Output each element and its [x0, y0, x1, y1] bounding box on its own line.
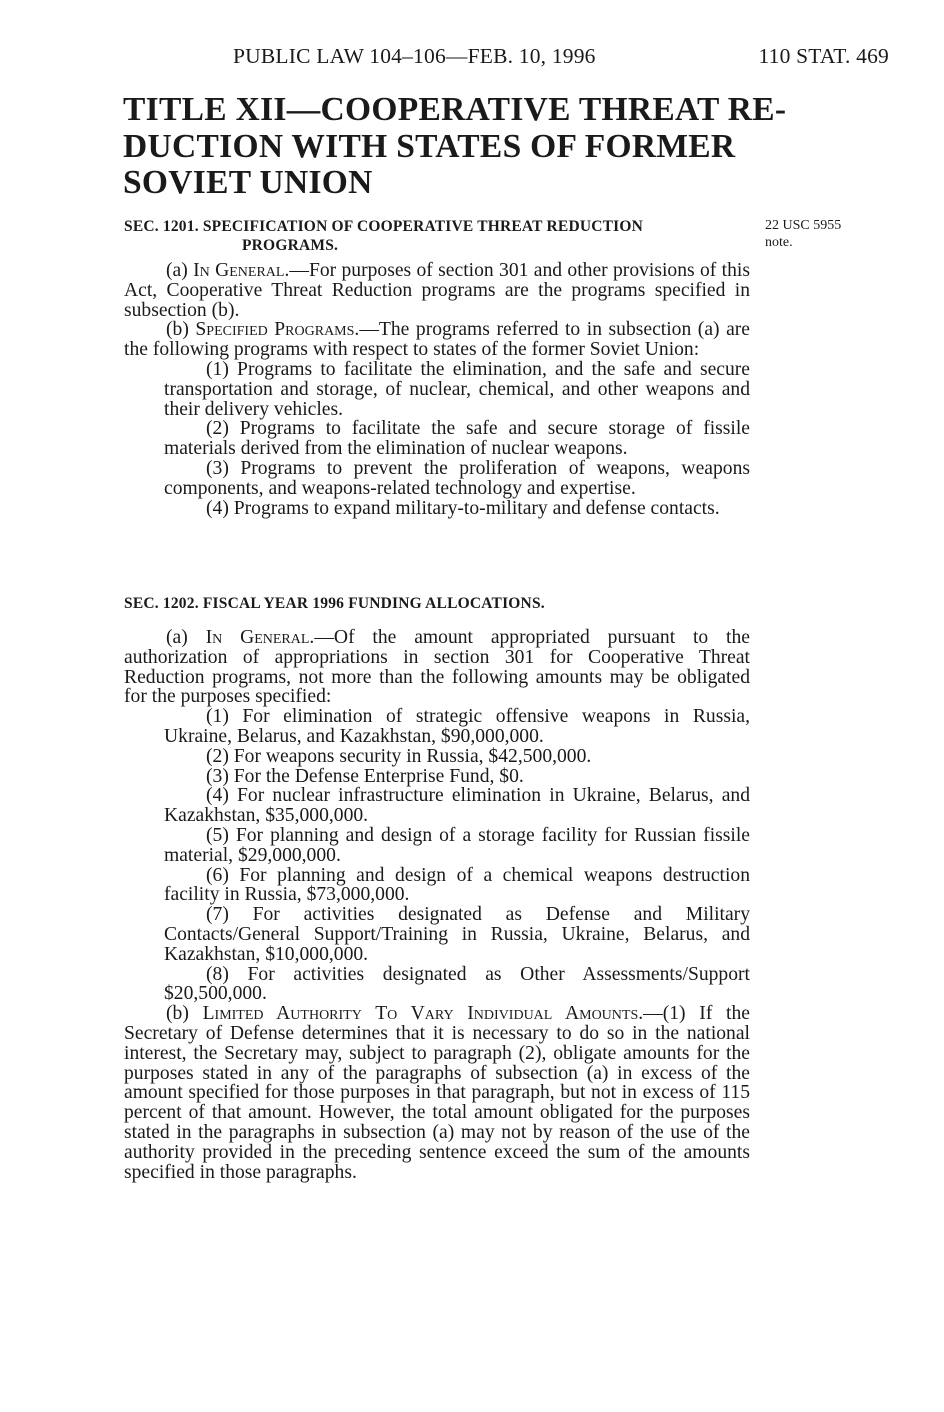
- section-heading-line: PROGRAMS.: [242, 237, 339, 254]
- subsection-caption: Limited Authority To Vary Individual Amounts.: [202, 1003, 644, 1025]
- title-line: SOVIET UNION: [123, 164, 373, 201]
- subsection-text: —For purposes of section 301 and other provisions of this Act, Cooperative Threat Reduction programs are the programs specified in subsection (b).: [124, 260, 750, 321]
- list-item: (2) Programs to facilitate the safe and secure storage of fissile materials derived from the elimination of nuclear weapons.: [164, 418, 750, 460]
- list-item: (5) For planning and design of a storage facility for Russian fissile material, $29,000,000.: [164, 824, 750, 866]
- subsection-a: [124, 261, 750, 320]
- list-item: (4) Programs to expand military-to-military and defense contacts.: [206, 497, 720, 519]
- list-item: (3) Programs to prevent the proliferation of weapons, weapons components, and weapons-related technology and expertise.: [164, 457, 750, 499]
- list-item: (2) For weapons security in Russia, $42,500,000.: [206, 745, 592, 767]
- subsection-caption: In General.: [193, 260, 290, 281]
- title-line: TITLE XII—COOPERATIVE THREAT RE-: [123, 91, 787, 128]
- subsection-text: —Of the amount appropriated pursuant to the authorization of appropriations in section 301 for Cooperative Threat Reduction programs, not more than the following amounts may be obligated for the purposes specified:: [124, 627, 750, 708]
- subsection-text: —The programs referred to in subsection (a) are the following programs with respect to states of the former Soviet Union:: [124, 319, 750, 361]
- subsection-b: [124, 320, 750, 360]
- subsection-caption: In General.: [205, 627, 315, 648]
- list-item: (6) For planning and design of a chemical weapons destruction facility in Russia, $73,000,000.: [164, 864, 750, 906]
- running-head: [233, 44, 889, 70]
- subsection-label: (a): [166, 260, 194, 281]
- title-heading: [123, 91, 787, 202]
- section-heading-line: SEC. 1201. SPECIFICATION OF COOPERATIVE THREAT REDUCTION: [124, 218, 644, 235]
- subsection-text: —(1) If the Secretary of Defense determines that it is necessary to do so in the national interest, the Secretary may, subject to paragraph (2), obligate amounts for the purposes stated in any of the paragraphs of subsection (a) in excess of the amount specified for those purposes in that paragraph, but not in excess of 115 percent of that amount. However, the total amount obligated for the purposes stated in the paragraphs in subsection (a) may not by reason of the use of the authority provided in the preceding sentence exceed the sum of the amounts specified in those paragraphs.: [124, 1003, 750, 1183]
- subsection-b: [124, 1004, 750, 1182]
- section-heading: SEC. 1202. FISCAL YEAR 1996 FUNDING ALLOCATIONS.: [124, 595, 545, 612]
- subsection-label: (b): [166, 319, 196, 341]
- subsection-caption: Specified Programs.: [195, 319, 360, 341]
- list-item: (3) For the Defense Enterprise Fund, $0.: [206, 765, 524, 787]
- title-line: DUCTION WITH STATES OF FORMER: [123, 127, 736, 165]
- section-1201: [124, 217, 750, 518]
- section-1202: [124, 594, 750, 1182]
- list-item: (4) For nuclear infrastructure elimination in Ukraine, Belarus, and Kazakhstan, $35,000,000.: [164, 785, 750, 827]
- list-item: (7) For activities designated as Defense and Military Contacts/General Support/Training in Russia, Ukraine, Belarus, and Kazakhstan, $10,000,000.: [164, 904, 750, 965]
- margin-note-line: note.: [765, 235, 793, 250]
- list-item: (1) For elimination of strategic offensive weapons in Russia, Ukraine, Belarus, and Kazakhstan, $90,000,000.: [164, 706, 750, 747]
- list-item: (8) For activities designated as Other Assessments/Support $20,500,000.: [164, 963, 750, 1005]
- margin-note-line: 22 USC 5955: [765, 218, 842, 233]
- subsection-label: (b): [166, 1003, 203, 1025]
- page-number: 110 STAT. 469: [758, 44, 889, 68]
- subsection-a: [124, 628, 750, 707]
- list-item: (1) Programs to facilitate the elimination, and the safe and secure transportation and storage, of nuclear, chemical, and other weapons and their delivery vehicles.: [164, 358, 750, 420]
- section-heading: [124, 217, 750, 255]
- subsection-label: (a): [166, 627, 206, 648]
- running-head-citation: PUBLIC LAW 104–106—FEB. 10, 1996: [233, 44, 596, 68]
- margin-note: [765, 217, 885, 251]
